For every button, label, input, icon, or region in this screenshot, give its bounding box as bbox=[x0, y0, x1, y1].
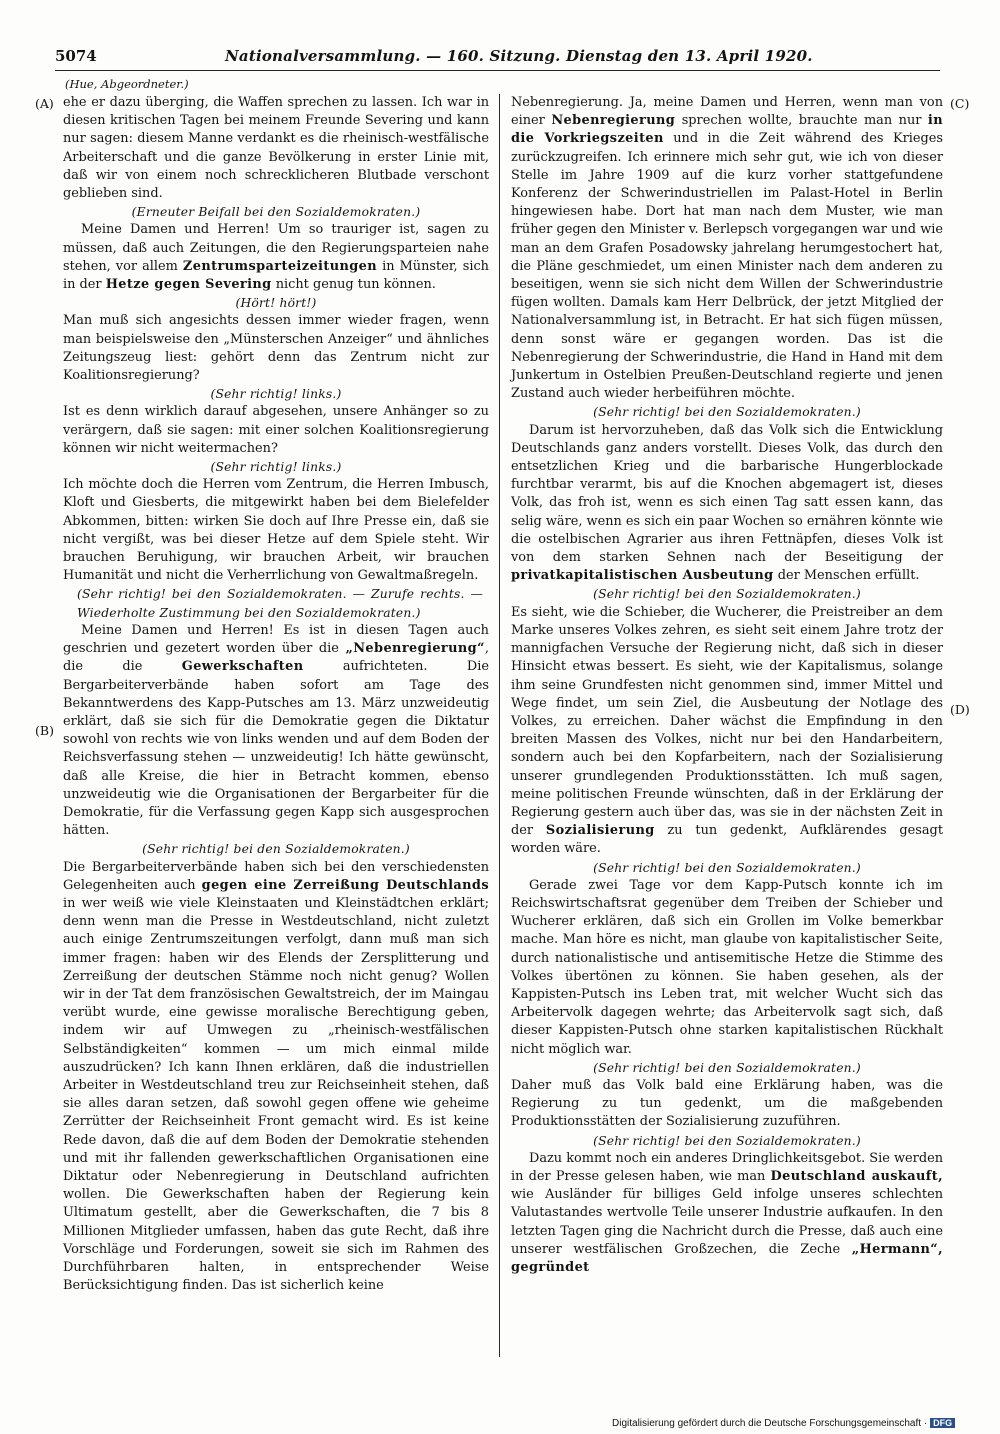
footer-credit bbox=[612, 1418, 955, 1429]
interjection: (Sehr richtig! bei den Sozialdemokraten.) bbox=[593, 860, 861, 875]
paragraph: Die Bergarbeiterverbände haben sich bei den verschiedensten Gelegenheiten auch gegen eine Zerreißung Deutschlands in wer weiß wie viele Kleinstaaten und Kleinstädtchen erklärt; denn wenn man die Presse in Westdeutschland, nicht zuletzt auch einige Zentrumszeitungen verfolgt, dann muß man sich immer fragen: haben wir des Elends der Zersplitterung und Zerreißung der deutschen Stämme noch nicht genug? Wollen wir in der Tat dem französischen Gewaltstreich, der im Maingau verübt wurde, eine gewisse moralische Berechtigung geben, indem wir auf Umwegen zu „rheinisch-westfälischen Selbständigkeiten“ kommen — um mich einmal milde auszudrücken? Ich kann Ihnen erklären, daß die industriellen Arbeiter in Westdeutschland treu zur Reichseinheit stehen, daß sie alles daran setzen, daß sowohl gegen offene wie geheime Zerrütter der Reichseinheit Front gemacht wird. Es ist keine Rede davon, daß die auf dem Boden der Demokratie stehenden und mit ihr fallenden gewerkschaftlichen Organisationen eine Diktatur oder Nebenregierung in Deutschland aufrichten wollen. Die Gewerkschaften haben der Regierung kein Ultimatum gestellt, aber die Gewerkschaften, die 7 bis 8 Millionen Mitglieder umfassen, haben das gute Recht, daß ihre Vorschläge und Forderungen, soweit sie sich im Rahmen des Durchführbaren halten, in entsprechender Weise Berücksichtigung finden. Das ist sicherlich keine bbox=[63, 859, 489, 1294]
interjection: (Sehr richtig! bei den Sozialdemokraten.) bbox=[593, 587, 861, 602]
left-column bbox=[63, 94, 489, 1295]
interjection: (Sehr richtig! bei den Sozialdemokraten.) bbox=[593, 1133, 861, 1148]
interjection: (Sehr richtig! bei den Sozialdemokraten.) bbox=[593, 405, 861, 420]
interjection: (Sehr richtig! bei den Sozialdemokraten. — Zurufe rechts. — Wiederholte Zustimmung bei den Sozialdemokraten.) bbox=[77, 587, 483, 620]
dfg-logo: DFG bbox=[930, 1418, 955, 1428]
running-title: Nationalversammlung. — 160. Sitzung. Dienstag den 13. April 1920. bbox=[225, 47, 813, 65]
interjection: (Sehr richtig! bei den Sozialdemokraten.) bbox=[593, 1060, 861, 1075]
paragraph: Meine Damen und Herren! Um so trauriger ist, sagen zu müssen, daß auch Zeitungen, die den Regierungsparteien nahe stehen, vor allem Zentrumsparteizeitungen in Münster, sich in der Hetze gegen Severing nicht genug tun können. bbox=[63, 222, 489, 293]
margin-marker-b: (B) bbox=[35, 723, 54, 738]
interjection: (Hört! hört!) bbox=[235, 296, 317, 311]
margin-marker-d: (D) bbox=[950, 702, 970, 717]
paragraph: Dazu kommt noch ein anderes Dringlichkeitsgebot. Sie werden in der Presse gelesen haben, wie man Deutschland auskauft, wie Ausländer für billiges Geld infolge unseres schlechten Valutastandes wertvolle Teile unserer Industrie aufkaufen. In den letzten Tagen ging die Nachricht durch die Presse, daß auch eine unserer westfälischen Großzechen, die Zeche „Hermann“, gegründet bbox=[511, 1150, 943, 1275]
speaker-label: (Hue, Abgeordneter.) bbox=[65, 77, 189, 91]
paragraph: Nebenregierung. Ja, meine Damen und Herren, wenn man von einer Nebenregierung sprechen wollte, brauchte man nur in die Vorkriegszeiten und in die Zeit während des Krieges zurückzugreifen. Ich erinnere mich sehr gut, wie ich von dieser Stelle im Jahre 1909 auf die kurz vorher stattgefundene Konferenz der Schwerindustriellen im Palast-Hotel in Berlin hingewiesen habe. Dort hat man nach dem Muster, wie man früher gegen den Minister v. Berlepsch vorgegangen war und wie man an dem Grafen Posadowsky jahrelang herumgestochert hat, die Pläne geschmiedet, um einen Minister nach dem anderen zu beseitigen, wenn sie sich nicht dem Willen der Schwerindustrie fügen wollten. Damals kam Herr Delbrück, der jetzt Mitglied der Nationalversammlung ist, in Betracht. Er hat sich fügen müssen, denn sonst wäre er gegangen worden. Das ist die Nebenregierung der Schwerindustrie, die Hand in Hand mit dem Junkertum in Ostelbien Preußen-Deutschland regierte und jenen Zustand auch wieder herbeiführen möchte. bbox=[511, 95, 943, 402]
margin-marker-a: (A) bbox=[35, 96, 54, 111]
interjection: (Erneuter Beifall bei den Sozialdemokraten.) bbox=[131, 205, 421, 220]
paragraph: Gerade zwei Tage vor dem Kapp-Putsch konnte ich im Reichswirtschaftsrat gegenüber dem Treiben der Schieber und Wucherer erklären, daß sich ein Grollen im Volke bemerkbar mache. Man höre es nicht, man glaube von kapitalistischer Seite, durch nationalistische und antisemitische Hetze die Stimme des Volkes übertönen zu können. Sie haben gesehen, als der Kappisten-Putsch ins Leben trat, mit welcher Wucht sich das Arbeitervolk dagegen wehrte; das Arbeitervolk sagt sich, daß dieser Kappisten-Putsch ohne starken kapitalistischen Rückhalt nicht möglich war. bbox=[511, 877, 943, 1057]
paragraph: Daher muß das Volk bald eine Erklärung haben, was die Regierung zu tun gedenkt, um die maßgebenden Produktionsstätten der Sozialisierung zuzuführen. bbox=[511, 1077, 943, 1130]
column-divider bbox=[499, 94, 500, 1357]
paragraph: Ist es denn wirklich darauf abgesehen, unsere Anhänger so zu verärgern, daß sie sagen: mit einer solchen Koalitionsregierung können wir nicht weitermachen? bbox=[63, 404, 489, 456]
page-header bbox=[55, 44, 940, 71]
paragraph: Ich möchte doch die Herren vom Zentrum, die Herren Imbusch, Kloft und Giesberts, die mitgewirkt haben bei dem Bielefelder Abkommen, bitten: wirken Sie doch auf Ihre Presse ein, daß sie nicht vergißt, was bei dieser Hetze auf dem Spiele steht. Wir brauchen Beruhigung, wir brauchen Arbeit, wir brauchen Humanität und nicht die Verherrlichung von Gewaltmaßregeln. bbox=[63, 477, 489, 584]
page-number: 5074 bbox=[55, 47, 97, 65]
interjection: (Sehr richtig! bei den Sozialdemokraten.) bbox=[142, 842, 410, 857]
paragraph: Es sieht, wie die Schieber, die Wucherer, die Preistreiber an dem Marke unseres Volkes zehren, es sieht seit einem Jahre trotz der mannigfachen Versuche der Regierung nicht, daß sich in dieser Hinsicht etwas bessert. Es sieht, wie der Kapitalismus, solange ihm seine Grundfesten nicht genommen sind, immer Mittel und Wege findet, um sein Ziel, die Ausbeutung der Notlage des Volkes, zu erreichen. Daher wächst die Empfindung in den breiten Massen des Volkes, nicht nur bei den Handarbeitern, sondern auch bei den Kopfarbeitern, nach der Sozialisierung unserer grundlegenden Produktionsstätten. Ich muß sagen, meine politischen Freunde wünschten, daß in der Erklärung der Regierung gestern auch über das, was sie in der nächsten Zeit in der Sozialisierung zu tun gedenkt, Aufklärendes gesagt worden wäre. bbox=[511, 604, 943, 857]
margin-marker-c: (C) bbox=[950, 96, 970, 111]
footer-text: Digitalisierung gefördert durch die Deutsche Forschungsgemeinschaft · bbox=[612, 1418, 928, 1429]
paragraph: Man muß sich angesichts dessen immer wieder fragen, wenn man beispielsweise den „Münsterschen Anzeiger“ und ähnliches Zeitungszeug liest: gehört denn das Zentrum nicht zur Koalitionsregierung? bbox=[63, 313, 489, 384]
right-column bbox=[511, 94, 943, 1277]
interjection: (Sehr richtig! links.) bbox=[210, 387, 342, 402]
interjection: (Sehr richtig! links.) bbox=[210, 460, 342, 475]
paragraph: Meine Damen und Herren! Es ist in diesen Tagen auch geschrien und gezetert worden über die „Nebenregierung“, die die Gewerkschaften aufrichteten. Die Bergarbeiterverbände haben sofort am Tage des Bekanntwerdens des Kapp-Putsches am 13. März unzweideutig erklärt, daß sie sich für die Demokratie gegen die Diktatur sowohl von rechts wie von links wenden und auf dem Boden der Reichsverfassung stehen — unzweideutig! Ich hätte gewünscht, daß alle Kreise, die hier in Betracht kommen, ebenso unzweideutig wie die Organisationen der Bergarbeiter für die Demokratie, für die Verfassung gegen Kapp sich ausgesprochen hätten. bbox=[63, 622, 490, 839]
paragraph: Darum ist hervorzuheben, daß das Volk sich die Entwicklung Deutschlands ganz anders vorstellt. Dieses Volk, das durch den entsetzlichen Krieg und die barbarische Hungerblockade furchtbar verarmt, bis auf die Knochen abgemagert ist, dieses Volk, das froh ist, wenn es sich einen Tag satt essen kann, das selig wäre, wenn es sich ein paar Wochen so ernähren könnte wie die ostelbischen Agrarier aus ihren Fettnäpfen, dieses Volk ist von dem starken Sehnen nach der Beseitigung der privatkapitalistischen Ausbeutung der Menschen erfüllt. bbox=[511, 422, 943, 584]
paragraph: ehe er dazu überging, die Waffen sprechen zu lassen. Ich war in diesen kritischen Tagen bei meinem Freunde Severing und kann nur sagen: diesem Manne verdankt es die rheinisch-westfälische Arbeiterschaft und die ganze Bevölkerung in erster Linie mit, daß wir von einem noch schrecklicheren Blutbade verschont geblieben sind. bbox=[63, 95, 489, 202]
